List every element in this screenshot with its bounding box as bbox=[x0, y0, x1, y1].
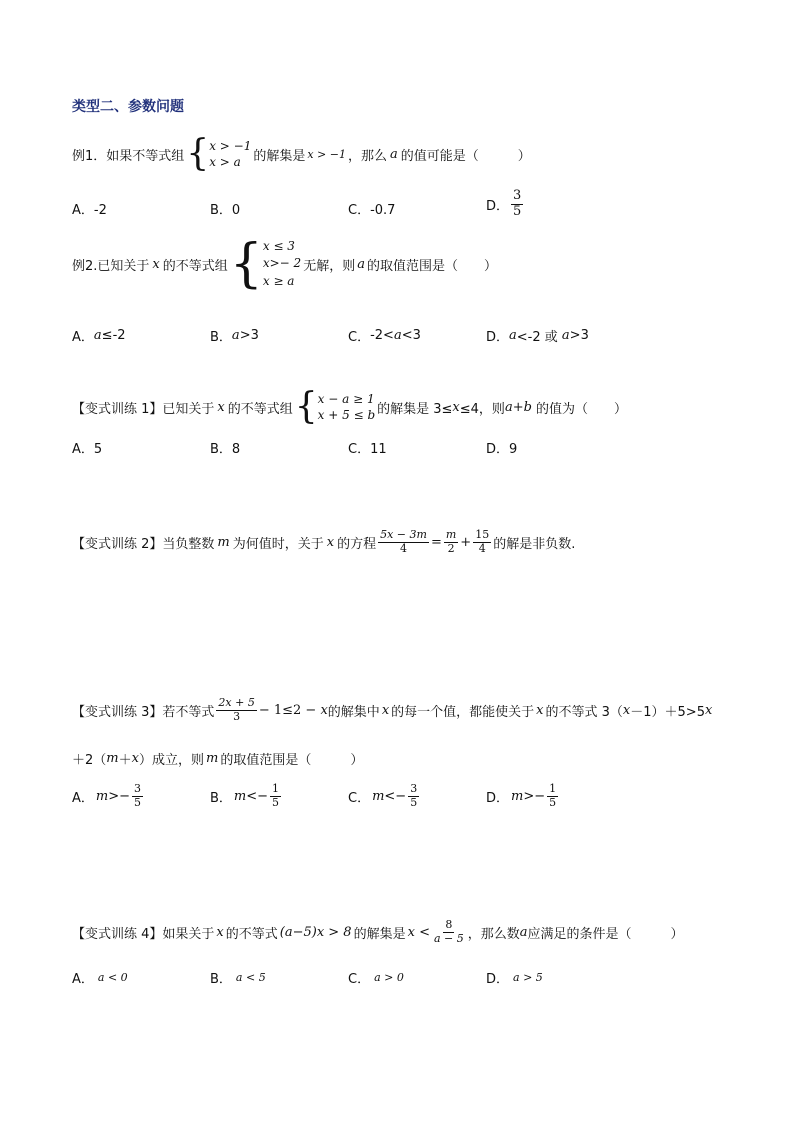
ex2-option-a[interactable] bbox=[72, 326, 126, 345]
v2-fraction-1 bbox=[378, 529, 429, 555]
option-var: a bbox=[509, 328, 517, 343]
option-var: m bbox=[95, 788, 109, 804]
v1-sys-line-2: x + 5 ≤ b bbox=[317, 408, 376, 422]
ex1-suffix: 的值可能是（ ） bbox=[400, 148, 531, 164]
option-label: C． bbox=[348, 330, 371, 345]
fraction-denominator: 2 bbox=[447, 541, 455, 555]
option-text: <3 bbox=[401, 328, 421, 343]
variant-1-question bbox=[72, 386, 628, 427]
fraction-denominator: 4 bbox=[400, 541, 408, 555]
v3-mid3: 的不等式 3（ bbox=[545, 704, 623, 720]
v4-option-c[interactable] bbox=[348, 968, 404, 987]
section-title: 类型二、参数问题 bbox=[72, 99, 184, 115]
fraction-numerator: 2x + 5 bbox=[218, 696, 255, 709]
v1-mid2: 的解集是 3≤ bbox=[377, 401, 453, 417]
v3-option-c[interactable] bbox=[348, 783, 421, 809]
option-var: m bbox=[233, 788, 247, 804]
v1-mid3: ≤4，则 bbox=[459, 401, 505, 417]
v1-var-x: x bbox=[217, 399, 225, 415]
ex2-option-c[interactable] bbox=[348, 326, 421, 345]
option-var: m bbox=[372, 788, 385, 804]
v3-line2-pre: ＋2（ bbox=[72, 753, 107, 768]
ex1-option-d[interactable] bbox=[486, 189, 525, 220]
v4-fraction bbox=[432, 919, 466, 945]
ex2-inequality-system bbox=[229, 234, 302, 295]
ex2-var-a: a bbox=[357, 256, 365, 272]
fraction-numerator: 3 bbox=[134, 782, 142, 795]
ex2-option-b[interactable] bbox=[210, 326, 259, 345]
option-fraction bbox=[547, 783, 558, 809]
v4-mid3: ，那么数 bbox=[467, 926, 520, 942]
fraction-numerator: 5x − 3m bbox=[380, 528, 427, 541]
example-1-question bbox=[72, 133, 531, 174]
v1-expr-ab: a+b bbox=[504, 399, 532, 415]
v2-prefix: 【变式训练 2】当负整数 bbox=[72, 536, 215, 552]
v3-option-d[interactable] bbox=[486, 783, 560, 809]
option-operator: <− bbox=[246, 788, 269, 804]
v4-suffix: 应满足的条件是（ ） bbox=[527, 926, 684, 942]
v4-inequality: (a−5)x > 8 bbox=[279, 924, 352, 940]
v1-suffix: 的值为（ ） bbox=[531, 401, 628, 417]
ex1-solution: x > −1 bbox=[307, 147, 346, 161]
ex1-option-c[interactable]: C．-0.7 bbox=[348, 203, 396, 218]
option-var: a bbox=[93, 328, 102, 343]
option-fraction bbox=[132, 783, 143, 809]
v2-fraction-3 bbox=[473, 529, 491, 555]
fraction-numerator: m bbox=[445, 528, 457, 541]
option-operator: >− bbox=[523, 788, 546, 804]
fraction-numerator: 1 bbox=[272, 782, 280, 795]
v3-mid4: －1）＋5>5 bbox=[630, 704, 705, 720]
v2-mid: 为何值时，关于 bbox=[232, 536, 324, 552]
variant-4-question bbox=[72, 919, 684, 945]
v1-inequality-system bbox=[294, 386, 376, 427]
option-label: B． bbox=[210, 790, 232, 806]
v1-option-d[interactable]: D．9 bbox=[486, 442, 518, 457]
option-label: D． bbox=[486, 972, 510, 987]
v3-line2-mid: ＋ bbox=[118, 753, 132, 768]
option-text: a > 5 bbox=[513, 971, 543, 984]
fraction-numerator: 1 bbox=[549, 782, 557, 795]
fraction-denominator: 5 bbox=[134, 795, 142, 809]
option-operator: >− bbox=[108, 788, 131, 804]
ex2-sys-line-1: x ≤ 3 bbox=[262, 239, 295, 253]
ex1-sys-line-2: x > a bbox=[209, 155, 241, 169]
ex2-option-d[interactable] bbox=[486, 326, 589, 345]
v3-after-fraction: − 1≤2 − bbox=[258, 702, 321, 718]
v2-fraction-2 bbox=[444, 529, 458, 555]
ex2-mid: 的不等式组 bbox=[162, 258, 228, 274]
ex1-sys-line-1: x > −1 bbox=[209, 138, 252, 153]
ex2-sys-line-3: x ≥ a bbox=[262, 273, 295, 288]
ex1-inequality-system bbox=[186, 133, 252, 174]
left-brace: { bbox=[186, 133, 210, 174]
option-label: A． bbox=[72, 330, 94, 345]
fraction-denominator: 5 bbox=[410, 795, 418, 809]
v3-var-x5: x bbox=[704, 702, 713, 718]
fraction-numerator: 3 bbox=[410, 782, 418, 795]
option-label: A． bbox=[72, 790, 94, 806]
fraction-denominator: a − 5 bbox=[433, 931, 464, 945]
option-var: a bbox=[561, 328, 570, 343]
option-var: a bbox=[231, 328, 240, 343]
v3-var-x6: x bbox=[131, 751, 139, 766]
option-text: <-2 或 bbox=[516, 330, 562, 345]
fraction-numerator: 15 bbox=[475, 528, 490, 541]
option-text: -2< bbox=[370, 328, 394, 343]
v4-option-d[interactable] bbox=[486, 968, 543, 987]
v3-mid2: 的每一个值，都能使关于 bbox=[391, 704, 535, 720]
v3-option-a[interactable] bbox=[72, 783, 145, 809]
ex1-option-a[interactable]: A．-2 bbox=[72, 203, 107, 218]
ex1-mid2: ，那么 bbox=[347, 148, 387, 164]
option-text: >3 bbox=[569, 328, 589, 343]
ex2-prefix: 例2.已知关于 bbox=[72, 258, 150, 274]
v2-var-m: m bbox=[217, 534, 230, 550]
fraction-denominator: 5 bbox=[272, 795, 280, 809]
option-text: >3 bbox=[239, 328, 259, 343]
option-text: ≤-2 bbox=[101, 328, 126, 343]
v2-equals: = bbox=[430, 534, 442, 550]
option-label: B． bbox=[210, 330, 232, 345]
v1-sys-line-1: x − a ≥ 1 bbox=[317, 391, 375, 406]
v1-var-x2: x bbox=[452, 399, 460, 415]
left-brace: { bbox=[229, 234, 263, 295]
fraction-numerator: 8 bbox=[445, 918, 453, 931]
option-var: a bbox=[393, 328, 402, 343]
option-text: a > 0 bbox=[374, 971, 404, 984]
v4-var-x: x bbox=[216, 924, 224, 940]
option-operator: <− bbox=[384, 788, 407, 804]
v2-var-x: x bbox=[326, 534, 335, 550]
fraction-denominator: 3 bbox=[233, 709, 241, 723]
option-label: C． bbox=[348, 790, 371, 806]
option-var: m bbox=[511, 788, 524, 804]
variant-3-question-line-2 bbox=[72, 749, 363, 768]
ex1-prefix: 例1．如果不等式组 bbox=[72, 148, 185, 164]
option-text: a < 5 bbox=[235, 971, 266, 984]
v3-mid: 的解集中 bbox=[327, 704, 380, 720]
v4-mid2: 的解集是 bbox=[353, 926, 406, 942]
option-text: a < 0 bbox=[97, 971, 128, 984]
option-label: C． bbox=[348, 972, 371, 987]
v3-fraction bbox=[216, 697, 256, 723]
v2-plus: + bbox=[460, 534, 472, 550]
v3-var-x4: x bbox=[622, 702, 631, 718]
v2-mid2: 的方程 bbox=[337, 536, 377, 552]
v1-prefix: 【变式训练 1】已知关于 bbox=[72, 401, 215, 417]
ex1-mid: 的解集是 bbox=[253, 148, 306, 164]
v3-var-x2: x bbox=[381, 702, 390, 718]
option-label: D． bbox=[486, 330, 510, 345]
v3-line2-mid2: ）成立，则 bbox=[138, 753, 204, 768]
fraction-denominator: 4 bbox=[478, 541, 486, 555]
ex1-option-b[interactable]: B．0 bbox=[210, 203, 241, 218]
fraction-denominator: 5 bbox=[513, 203, 522, 219]
v4-option-a[interactable] bbox=[72, 968, 128, 987]
ex2-var-x: x bbox=[152, 256, 160, 272]
ex2-suffix-2: 的取值范围是（ ） bbox=[366, 258, 497, 274]
v1-mid: 的不等式组 bbox=[227, 401, 293, 417]
ex2-sys-line-2: x>− 2 bbox=[262, 256, 302, 271]
v4-prefix: 【变式训练 4】如果关于 bbox=[72, 926, 215, 942]
option-fraction bbox=[408, 783, 419, 809]
option-label: A． bbox=[72, 972, 94, 987]
v4-option-b[interactable] bbox=[210, 968, 266, 987]
v4-var-a: a bbox=[519, 924, 528, 940]
option-fraction bbox=[270, 783, 281, 809]
v3-var-m2: m bbox=[205, 751, 219, 766]
option-label: D． bbox=[486, 790, 510, 806]
v3-option-b[interactable] bbox=[210, 783, 283, 809]
v3-var-m: m bbox=[106, 751, 119, 766]
example-2-question bbox=[72, 234, 497, 295]
left-brace: { bbox=[294, 386, 318, 427]
fraction-denominator: 5 bbox=[549, 795, 557, 809]
v4-mid: 的不等式 bbox=[225, 926, 278, 942]
variant-3-question-line-1 bbox=[72, 697, 712, 723]
v1-option-b[interactable]: B．8 bbox=[210, 442, 241, 457]
v3-line2-suffix: 的取值范围是（ ） bbox=[220, 753, 364, 768]
ex1-var: a bbox=[390, 146, 398, 162]
v3-prefix: 【变式训练 3】若不等式 bbox=[72, 704, 215, 720]
v3-var-x3: x bbox=[536, 702, 544, 718]
fraction-numerator: 3 bbox=[513, 188, 522, 203]
v3-var-x: x bbox=[320, 702, 328, 718]
v4-solution-pre: x < bbox=[407, 924, 430, 940]
ex1-option-d-label: D． bbox=[486, 198, 510, 214]
option-label: B． bbox=[210, 972, 232, 987]
variant-2-question bbox=[72, 529, 575, 555]
v1-option-a[interactable]: A．5 bbox=[72, 442, 103, 457]
ex1-option-d-fraction bbox=[511, 189, 523, 220]
ex2-suffix-1: 无解，则 bbox=[303, 258, 356, 274]
v1-option-c[interactable]: C．11 bbox=[348, 442, 387, 457]
v2-suffix: 的解是非负数. bbox=[493, 536, 576, 552]
